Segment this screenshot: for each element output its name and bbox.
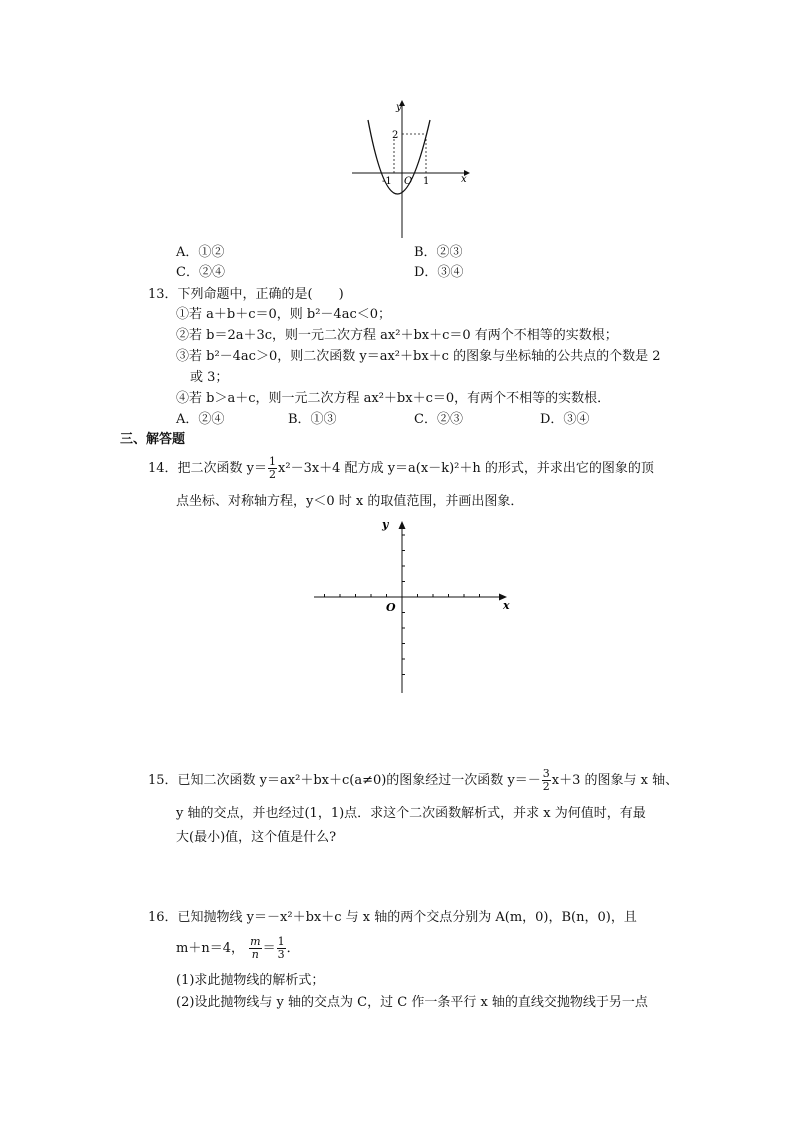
- q14-fraction: [268, 456, 277, 481]
- q12-option-b: B．②③: [414, 245, 463, 260]
- q16-number: 16．: [148, 910, 178, 925]
- q16-part-2: (2)设此抛物线与 y 轴的交点为 C，过 C 作一条平行 x 轴的直线交抛物线于另一点: [176, 995, 648, 1010]
- graph1-origin-label: O: [404, 176, 413, 187]
- q15-frac-den: 2: [542, 780, 550, 793]
- graph1-parabola-curve: [368, 120, 430, 194]
- q16-frac2-den: 3: [277, 948, 285, 961]
- q16-cond-eq: ＝: [262, 941, 276, 956]
- graph2-y-arrow: [399, 521, 406, 529]
- q14-frac-num: 1: [269, 455, 277, 468]
- q13-option-c: C．②③: [414, 412, 463, 427]
- q13-option-b: B．①③: [288, 412, 337, 427]
- graph2-y-label: y: [382, 518, 389, 531]
- graph2-x-label: x: [503, 599, 510, 612]
- q15-line3: 大(最小)值，这个值是什么?: [176, 830, 337, 845]
- q15-line2: y 轴的交点，并也经过(1，1)点．求这个二次函数解析式，并求 x 为何值时，有最: [176, 806, 646, 821]
- q16-line1: [148, 910, 637, 926]
- q14-line2: 点坐标、对称轴方程，y＜0 时 x 的取值范围，并画出图象．: [176, 494, 524, 509]
- q16-cond-pre: m＋n＝4，: [176, 941, 244, 956]
- q16-text-line1: 已知抛物线 y＝－x²＋bx＋c 与 x 轴的两个交点分别为 A(m，0)，B(n，0)，且: [177, 910, 637, 925]
- graph2-origin-label: O: [386, 601, 396, 614]
- q12-option-c: C．②④: [176, 265, 225, 280]
- q13-option-d: D．③④: [540, 412, 590, 427]
- q15-line1: [148, 766, 678, 796]
- graph1-y-label: y: [396, 102, 402, 113]
- q14-text-mid: x²－3x＋4 配方成 y＝a(x－k)²＋h 的形式，并求出它的图象的顶: [278, 461, 654, 476]
- q13-statement-3a: ③若 b²－4ac＞0，则二次函数 y＝ax²＋bx＋c 的图象与坐标轴的公共点的个数是 2: [176, 349, 661, 364]
- q16-frac2-num: 1: [277, 935, 285, 948]
- q15-text-pre: 已知二次函数 y＝ax²＋bx＋c(a≠0)的图象经过一次函数 y＝－: [177, 773, 541, 788]
- section-heading: 三、解答题: [120, 432, 186, 447]
- q13-option-a: A．②④: [176, 412, 225, 427]
- q15-text-post: x＋3 的图象与 x 轴、: [551, 773, 679, 788]
- q15-fraction: [542, 768, 551, 793]
- q16-cond-end: ．: [286, 941, 300, 956]
- q16-part-1: (1)求此抛物线的解析式；: [176, 973, 325, 988]
- graph1-tick-2: 2: [392, 130, 399, 141]
- coordinate-axes-graph: [310, 517, 516, 695]
- q13-statement-4: ④若 b＞a＋c，则一元二次方程 ax²＋bx＋c＝0，有两个不相等的实数根．: [176, 391, 611, 406]
- parabola-graph: [348, 98, 474, 240]
- q13-statement-3b: 或 3；: [190, 370, 229, 385]
- q12-option-a: A．①②: [176, 245, 225, 260]
- q12-option-d: D．③④: [414, 265, 464, 280]
- q14-frac-den: 2: [269, 468, 277, 481]
- q16-frac-m-over-n: [249, 936, 261, 961]
- graph1-tick-1: 1: [423, 176, 430, 187]
- q16-frac-n: n: [251, 948, 259, 961]
- q15-frac-num: 3: [542, 767, 550, 780]
- q14-text-pre: 把二次函数 y＝: [177, 461, 268, 476]
- q16-frac-m: m: [250, 935, 261, 948]
- graph1-x-label: x: [461, 174, 467, 185]
- q13-statement-2: ②若 b＝2a＋3c，则一元二次方程 ax²＋bx＋c＝0 有两个不相等的实数根；: [176, 328, 618, 343]
- q13-stem: 13．下列命题中，正确的是( ): [148, 287, 344, 302]
- q15-number: 15．: [148, 773, 178, 788]
- graph1-tick-neg1: -1: [382, 176, 392, 187]
- q13-statement-1: ①若 a＋b＋c＝0，则 b²－4ac＜0；: [176, 307, 391, 322]
- q16-condition: [176, 934, 300, 964]
- q14-number: 14．: [148, 461, 178, 476]
- q14-line1: [148, 456, 654, 482]
- q16-frac-one-third: [277, 936, 286, 961]
